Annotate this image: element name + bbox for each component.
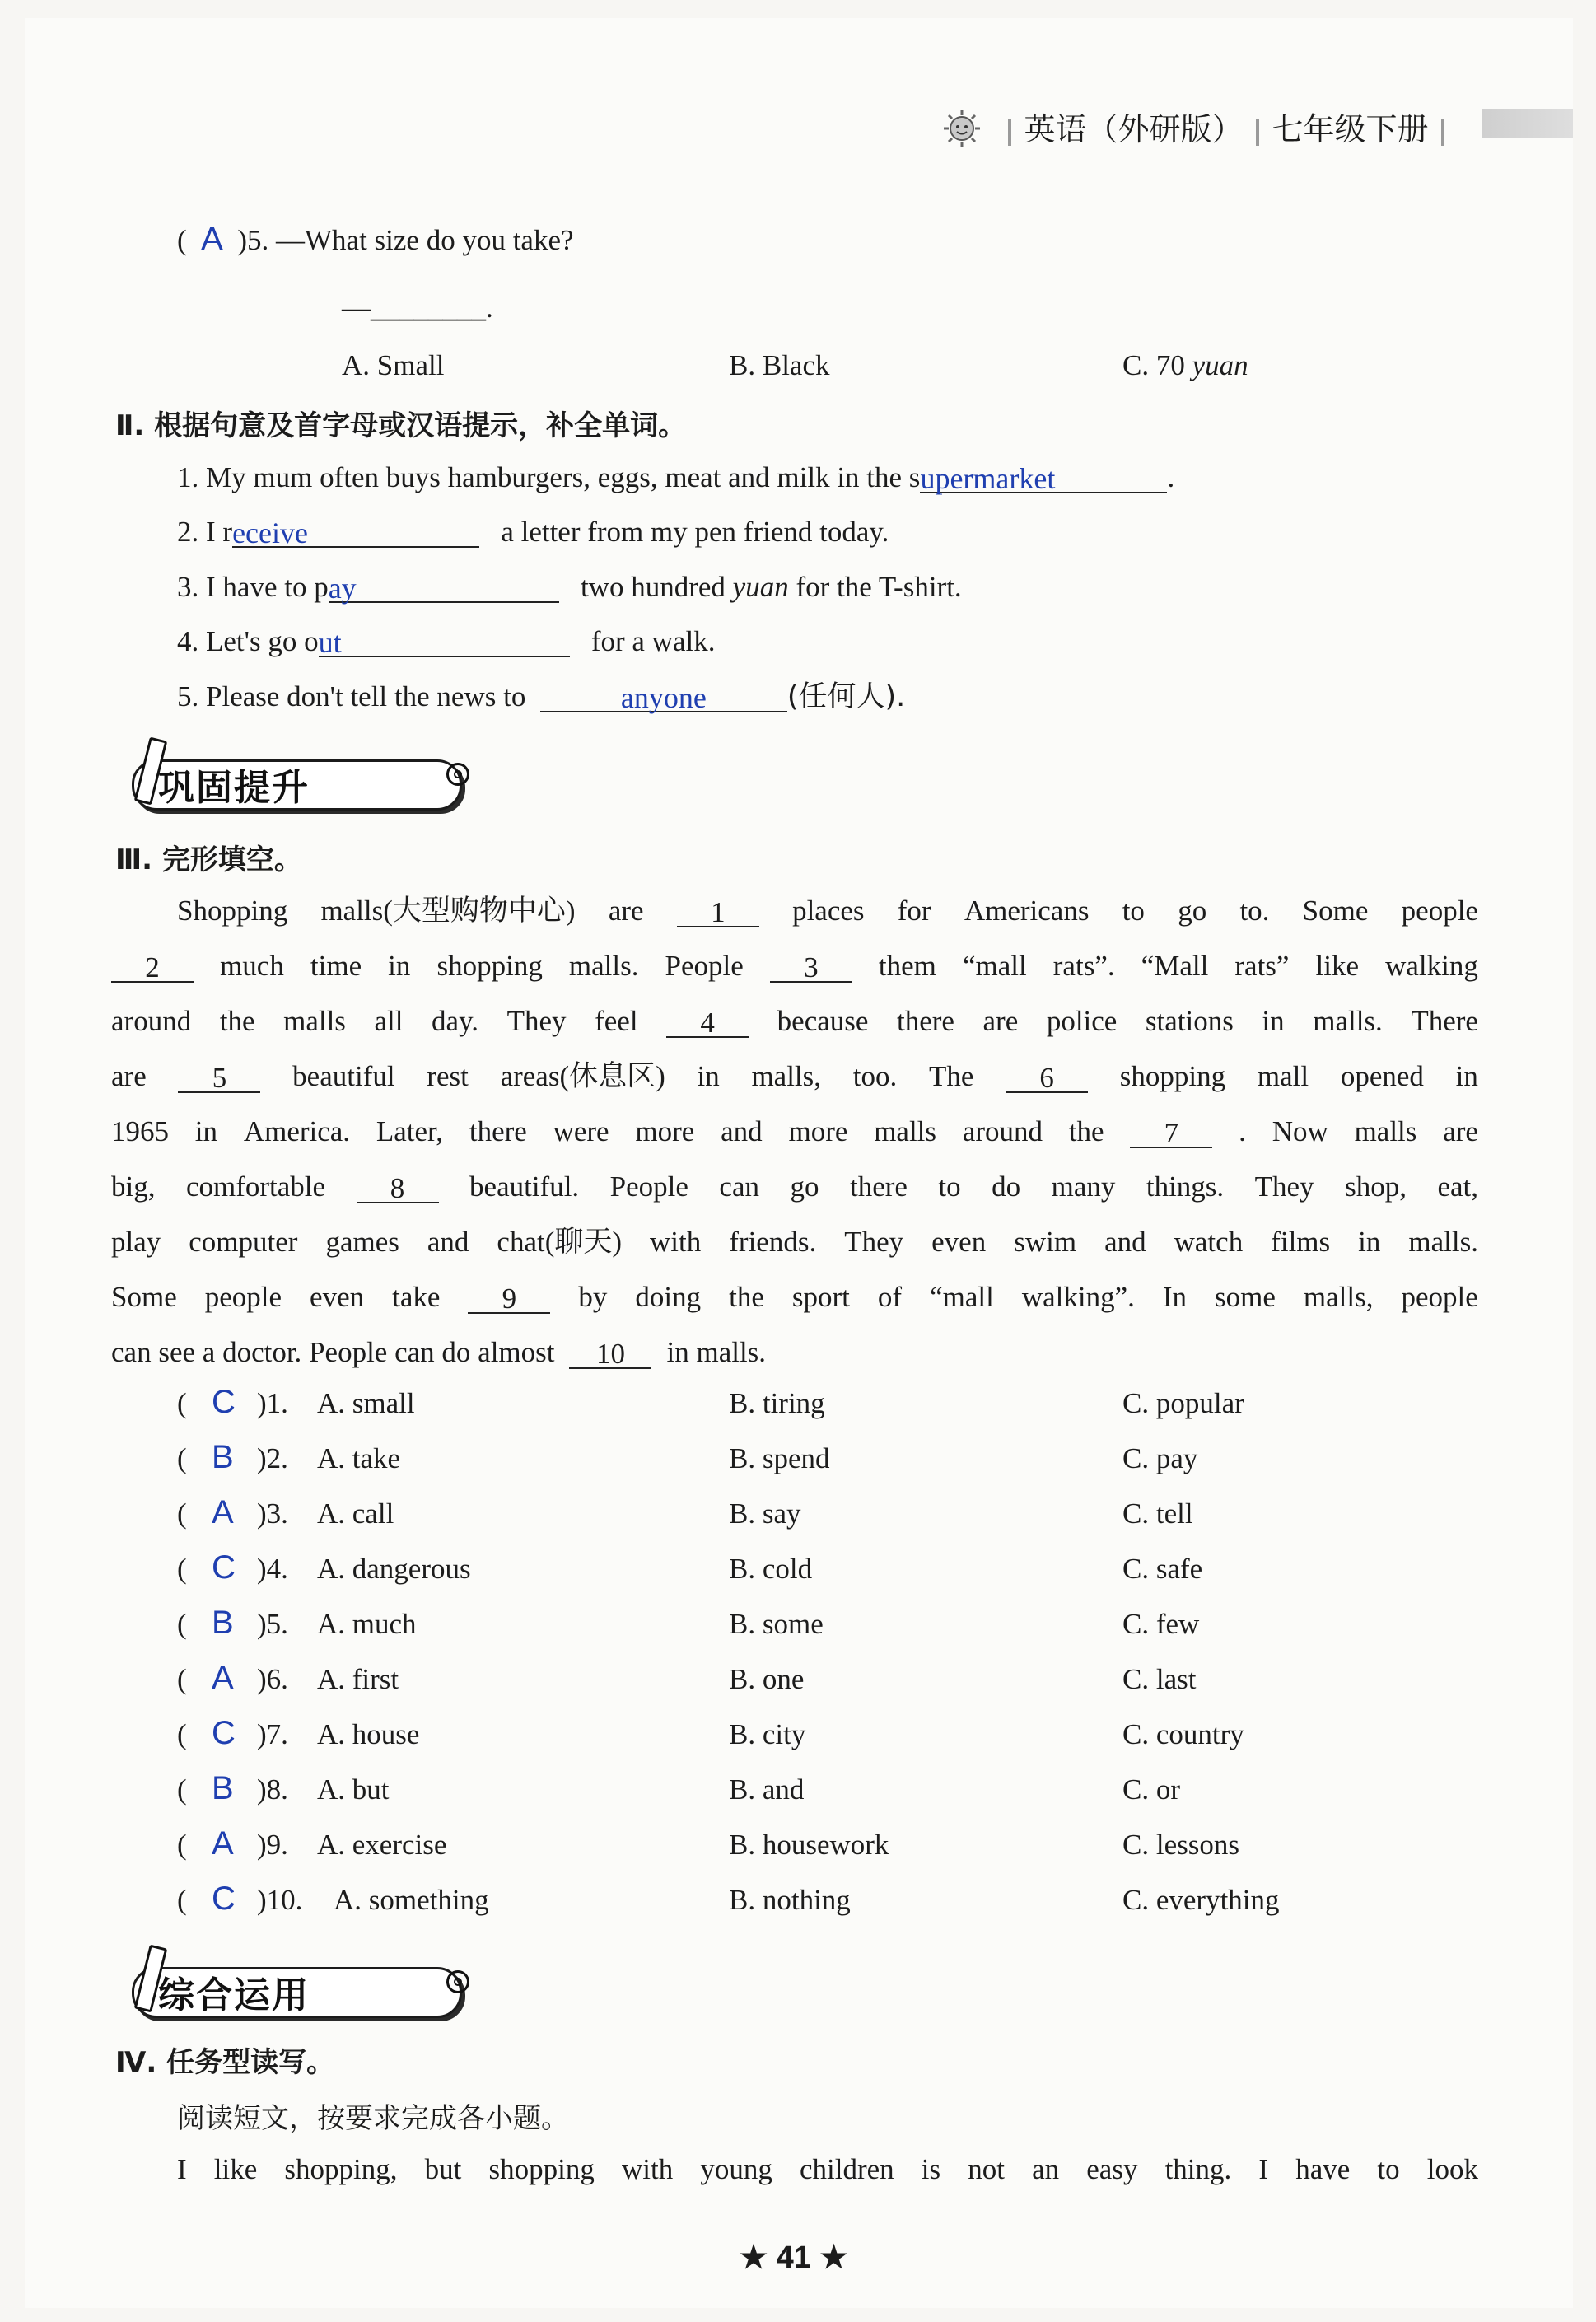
option-a: A. much	[317, 1608, 417, 1640]
option-b: B. housework	[729, 1829, 889, 1861]
q-prev: ( A )5. —What size do you take?	[177, 221, 574, 257]
option-c: C. country	[1122, 1718, 1244, 1750]
s2-answer-5: anyone	[620, 681, 707, 714]
passage-word: play	[111, 1226, 161, 1258]
passage-word: for	[897, 895, 931, 927]
q-prev-reply: —________.	[342, 292, 493, 324]
passage-word: .	[1239, 1115, 1246, 1147]
ring-icon	[446, 763, 469, 786]
passage-word: in	[1262, 1005, 1285, 1037]
passage-word: Some	[111, 1281, 177, 1313]
question-number: )3.	[257, 1497, 288, 1530]
ring-icon	[446, 1970, 469, 1993]
s2-answer-1: upermarket	[920, 462, 1056, 495]
question-number: )1.	[257, 1387, 288, 1419]
passage-word: Now	[1272, 1115, 1328, 1147]
passage-word: the	[729, 1281, 764, 1313]
passage-word: take	[392, 1281, 441, 1313]
s2-answer-4: ut	[318, 626, 342, 659]
passage-word: malls.	[696, 1336, 767, 1368]
passage-word: do	[992, 1170, 1021, 1203]
passage-word: mall	[1257, 1060, 1309, 1092]
passage-word: and	[721, 1115, 763, 1147]
passage-blank-1: 1	[677, 893, 759, 927]
passage-word: are	[111, 1060, 147, 1092]
paren-open: (	[177, 1553, 187, 1585]
passage-word: things.	[1146, 1170, 1225, 1203]
passage-word: chat(聊天)	[497, 1226, 623, 1258]
passage-word: the	[219, 1005, 255, 1037]
passage-blank-5: 5	[178, 1058, 260, 1093]
passage-word: rats”	[1234, 950, 1290, 982]
paren-open: (	[177, 1718, 187, 1750]
option-c: C. lessons	[1122, 1829, 1239, 1861]
option-c: C. tell	[1122, 1497, 1193, 1530]
passage-word: there	[469, 1115, 527, 1147]
passage-word: shopping	[436, 950, 543, 982]
passage-word: by	[578, 1281, 608, 1313]
page	[25, 18, 1573, 2308]
option-a: A. first	[317, 1663, 399, 1695]
answer-letter: B	[212, 1605, 234, 1641]
option-b: B. some	[729, 1608, 824, 1640]
section4-title: Ⅳ. 任务型读写。	[115, 2046, 335, 2079]
option-b: B. nothing	[729, 1884, 851, 1916]
passage-word: Americans	[964, 895, 1090, 927]
passage-word: see	[158, 1336, 203, 1368]
passage-word: The	[928, 1060, 974, 1092]
option-b: B. and	[729, 1773, 805, 1806]
passage-word: swim	[1014, 1226, 1077, 1258]
passage-blank-10: 10	[569, 1334, 651, 1369]
passage-line	[111, 1058, 1478, 1095]
option-a: A. exercise	[317, 1829, 447, 1861]
passage-blank-6: 6	[1006, 1058, 1088, 1093]
answer-letter: C	[212, 1549, 236, 1586]
passage-word: rest	[427, 1060, 469, 1092]
paren-open: (	[177, 1884, 187, 1916]
passage-word: eat,	[1437, 1170, 1478, 1203]
paren-open: (	[177, 1773, 187, 1806]
q-prev-option-c: C. 70 yuan	[1122, 349, 1248, 381]
passage-word: Later,	[376, 1115, 444, 1147]
star-icon: ★	[819, 2240, 848, 2275]
passage-word: in	[697, 1060, 720, 1092]
option-c: C. popular	[1122, 1387, 1244, 1419]
passage-word: They	[844, 1226, 904, 1258]
badge-comprehensive: 综合运用	[107, 1959, 478, 2020]
passage-word: in	[388, 950, 411, 982]
passage-line	[111, 1334, 766, 1371]
question-number: )7.	[257, 1718, 288, 1750]
paren-open: (	[177, 1497, 187, 1530]
passage-word: People	[665, 950, 744, 982]
passage-word: go	[790, 1170, 819, 1203]
option-b: B. cold	[729, 1553, 813, 1585]
option-c: C. few	[1122, 1608, 1200, 1640]
badge-consolidate: 巩固提升	[107, 751, 478, 812]
passage-blank-9: 9	[468, 1279, 550, 1314]
passage-word: malls,	[1303, 1281, 1374, 1313]
question-number: )9.	[257, 1829, 288, 1861]
passage-word: around	[962, 1115, 1043, 1147]
passage-word: people	[1401, 1281, 1478, 1313]
passage-blank-4: 4	[666, 1003, 749, 1038]
answer-letter: C	[212, 1384, 236, 1420]
option-c: C. last	[1122, 1663, 1197, 1695]
passage-word: opened	[1340, 1060, 1424, 1092]
passage-word: feel	[595, 1005, 638, 1037]
passage-line	[111, 1169, 1478, 1205]
passage-word: sport	[791, 1281, 850, 1313]
passage-word: watch	[1174, 1226, 1244, 1258]
answer-letter: C	[212, 1880, 236, 1917]
option-a: A. dangerous	[317, 1553, 471, 1585]
passage-word: many	[1051, 1170, 1116, 1203]
passage-word: malls.	[1313, 1005, 1383, 1037]
passage-word: Some	[1302, 895, 1369, 927]
passage-word: a	[202, 1336, 223, 1368]
paren-open: (	[177, 1829, 187, 1861]
passage-word: time	[310, 950, 362, 982]
question-number: )5.	[257, 1608, 288, 1640]
option-c: C. safe	[1122, 1553, 1203, 1585]
passage-word: in	[666, 1336, 697, 1368]
passage-line	[177, 893, 1478, 929]
passage-word: in	[1455, 1060, 1478, 1092]
passage-word: around	[111, 1005, 192, 1037]
passage-word: in	[194, 1115, 218, 1147]
passage-word: the	[1068, 1115, 1104, 1147]
option-a: A. something	[334, 1884, 489, 1916]
q-prev-question: )5. —What size do you take?	[237, 224, 574, 256]
passage-word: are	[982, 1005, 1019, 1037]
answer-letter: A	[212, 1825, 234, 1862]
passage-word: malls(大型购物中心)	[320, 895, 576, 927]
passage-word: were	[553, 1115, 609, 1147]
paren-open: (	[177, 1442, 187, 1474]
passage-word: can	[111, 1336, 159, 1368]
star-icon: ★	[740, 2240, 768, 2275]
answer-letter: A	[212, 1660, 234, 1696]
paren-open: (	[177, 1608, 187, 1640]
q-prev-option-a: A. Small	[342, 349, 445, 381]
passage-word: can	[719, 1170, 759, 1203]
section4-instruction: 阅读短文，按要求完成各小题。	[177, 2102, 569, 2135]
passage-word: shop,	[1345, 1170, 1407, 1203]
s2-answer-3: ay	[328, 572, 357, 605]
passage-word: to	[938, 1170, 961, 1203]
passage-word: almost	[478, 1336, 555, 1368]
option-c: C. pay	[1122, 1442, 1198, 1474]
s2-item-1: 1. My mum often buys hamburgers, eggs, meat and milk in the supermarket .	[177, 459, 1174, 496]
sun-icon	[939, 109, 985, 157]
header-grade: 七年级下册	[1272, 111, 1429, 147]
answer-letter: C	[212, 1715, 236, 1751]
passage-word: areas(休息区)	[500, 1060, 665, 1092]
passage-blank-3: 3	[770, 948, 852, 983]
passage-blank-2: 2	[111, 948, 194, 983]
option-a: A. but	[317, 1773, 390, 1806]
s2-item-5: 5. Please don't tell the news to anyone (任何人).	[177, 678, 905, 715]
passage-word: places	[792, 895, 865, 927]
passage-blank-7: 7	[1130, 1114, 1212, 1148]
option-a: A. call	[317, 1497, 394, 1530]
passage-word: “mall	[962, 950, 1027, 982]
passage-word: malls.	[1408, 1226, 1478, 1258]
passage-word: much	[220, 950, 284, 982]
q-prev-option-b: B. Black	[729, 349, 830, 381]
passage-word: malls.	[568, 950, 639, 982]
question-number: )4.	[257, 1553, 288, 1585]
paren-open: (	[177, 1663, 187, 1695]
passage-word: doctor.	[222, 1336, 310, 1368]
passage-word: there	[897, 1005, 954, 1037]
passage-word: people	[1401, 895, 1478, 927]
passage-word: can	[394, 1336, 442, 1368]
passage-word: more	[788, 1115, 848, 1147]
passage-word: shopping	[1119, 1060, 1226, 1092]
header-decor-bar	[1482, 109, 1573, 138]
option-a: A. house	[317, 1718, 420, 1750]
passage-word: them	[878, 950, 936, 982]
passage-blank-8: 8	[357, 1169, 439, 1203]
option-a: A. small	[317, 1387, 415, 1419]
question-number: )10.	[257, 1884, 303, 1916]
passage-word: all	[374, 1005, 404, 1037]
passage-word: malls	[874, 1115, 937, 1147]
option-c: C. or	[1122, 1773, 1180, 1806]
passage-word: to	[1122, 895, 1145, 927]
passage-word: comfortable	[185, 1170, 326, 1203]
passage-word: films	[1271, 1226, 1331, 1258]
page-header	[939, 104, 1449, 157]
section4-first-line: I like shopping, but shopping with young children is not an easy thing. I have to look	[177, 2153, 1478, 2185]
passage-word: walking”.	[1021, 1281, 1135, 1313]
passage-word: games	[325, 1226, 399, 1258]
passage-word: Shopping	[177, 895, 288, 927]
question-number: )2.	[257, 1442, 288, 1474]
passage-word: stations	[1145, 1005, 1234, 1037]
passage-word: They	[506, 1005, 567, 1037]
option-b: B. one	[729, 1663, 805, 1695]
passage-word: some	[1215, 1281, 1276, 1313]
passage-word: day.	[432, 1005, 479, 1037]
option-a: A. take	[317, 1442, 401, 1474]
q-prev-answer: A	[201, 221, 223, 257]
passage-word: even	[310, 1281, 365, 1313]
passage-word: 1965	[111, 1115, 169, 1147]
passage-word: They	[1254, 1170, 1314, 1203]
passage-line	[111, 1279, 1478, 1315]
passage-word: In	[1162, 1281, 1188, 1313]
passage-line	[111, 948, 1478, 984]
passage-word: walking	[1385, 950, 1478, 982]
passage-word: of	[877, 1281, 903, 1313]
passage-word: and	[1104, 1226, 1146, 1258]
passage-word: like	[1315, 950, 1359, 982]
passage-word: too.	[852, 1060, 898, 1092]
passage-word: do	[441, 1336, 478, 1368]
passage-line	[111, 1224, 1478, 1260]
passage-line	[111, 1003, 1478, 1040]
passage-word: “mall	[930, 1281, 994, 1313]
passage-word: police	[1046, 1005, 1118, 1037]
question-number: )6.	[257, 1663, 288, 1695]
section2-title: Ⅱ. 根据句意及首字母或汉语提示，补全单词。	[115, 409, 687, 442]
s2-answer-2: eceive	[232, 516, 308, 549]
s2-item-3: 3. I have to pay two hundred yuan for the T-shirt.	[177, 568, 962, 605]
option-c: C. everything	[1122, 1884, 1280, 1916]
passage-word: because	[777, 1005, 869, 1037]
passage-word: there	[849, 1170, 908, 1203]
passage-word: computer	[189, 1226, 298, 1258]
option-b: B. tiring	[729, 1387, 825, 1419]
answer-letter: A	[212, 1494, 234, 1530]
passage-word: doing	[635, 1281, 702, 1313]
passage-word: beautiful	[292, 1060, 395, 1092]
header-subject: 英语（外研版）	[1024, 111, 1244, 147]
paren-open: (	[177, 1387, 187, 1419]
passage-word: big,	[111, 1170, 156, 1203]
passage-word: rats”.	[1052, 950, 1115, 982]
passage-word: are	[1443, 1115, 1478, 1147]
section3-title: Ⅲ. 完形填空。	[115, 843, 302, 876]
s2-item-4: 4. Let's go out for a walk.	[177, 623, 715, 660]
passage-word: even	[931, 1226, 987, 1258]
s2-item-2: 2. I receive a letter from my pen friend today.	[177, 513, 889, 550]
passage-word: more	[635, 1115, 695, 1147]
passage-word: go	[1178, 895, 1207, 927]
answer-letter: B	[212, 1770, 234, 1806]
passage-word: friends.	[729, 1226, 817, 1258]
option-b: B. city	[729, 1718, 806, 1750]
passage-word: malls	[283, 1005, 346, 1037]
option-b: B. say	[729, 1497, 801, 1530]
passage-word: malls,	[751, 1060, 822, 1092]
passage-word: to.	[1239, 895, 1270, 927]
passage-word: and	[427, 1226, 469, 1258]
passage-word: with	[650, 1226, 702, 1258]
passage-word: people	[204, 1281, 282, 1313]
passage-word: People	[609, 1170, 688, 1203]
passage-word: People	[309, 1336, 395, 1368]
passage-word: There	[1411, 1005, 1478, 1037]
answer-letter: B	[212, 1439, 234, 1475]
passage-word: beautiful.	[469, 1170, 580, 1203]
passage-word: are	[608, 895, 644, 927]
page-number: ★ 41 ★	[740, 2240, 848, 2275]
passage-line	[111, 1114, 1478, 1150]
passage-word: “Mall	[1141, 950, 1209, 982]
option-b: B. spend	[729, 1442, 830, 1474]
passage-word: in	[1358, 1226, 1381, 1258]
passage-word: malls	[1354, 1115, 1417, 1147]
passage-word: America.	[243, 1115, 351, 1147]
question-number: )8.	[257, 1773, 288, 1806]
